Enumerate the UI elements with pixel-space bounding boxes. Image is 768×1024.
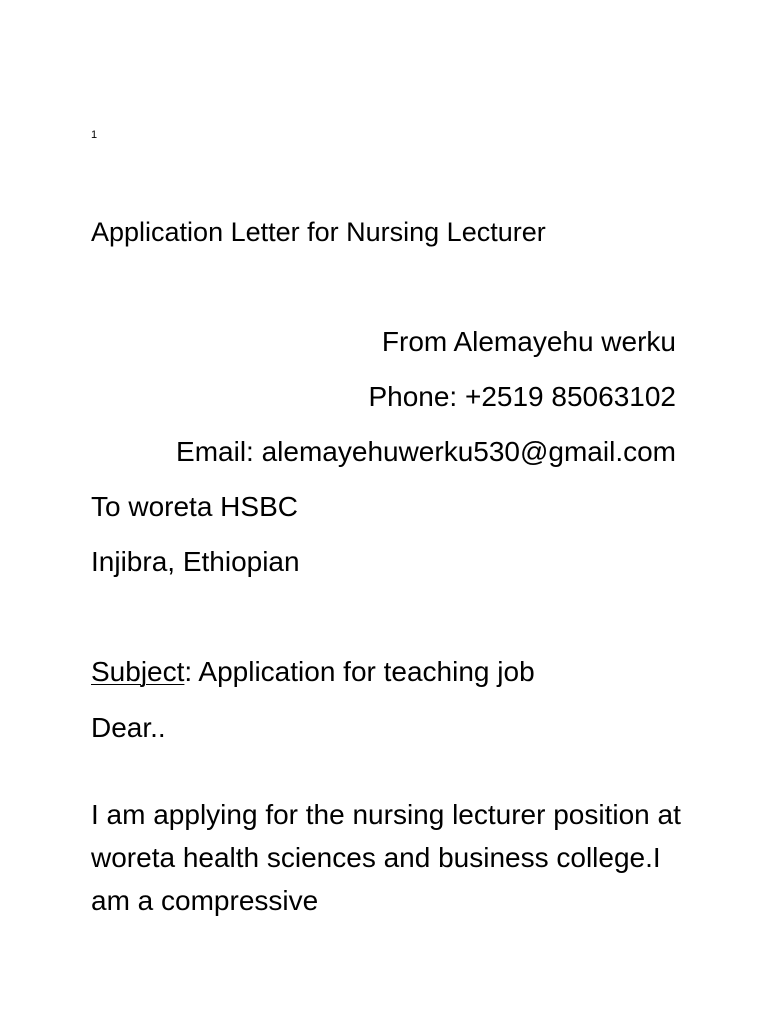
sender-phone: Phone: +2519 85063102: [368, 381, 676, 412]
sender-email: Email: alemayehuwerku530@gmail.com: [176, 436, 676, 467]
page-number: 1: [91, 129, 98, 141]
sender-name: From Alemayehu werku: [381, 326, 676, 357]
recipient-location: Injibra, Ethiopian: [91, 546, 300, 577]
greeting: Dear..: [91, 712, 166, 743]
subject-label: Subject: [91, 656, 185, 687]
subject-text: : Application for teaching job: [184, 656, 535, 687]
recipient-name: To woreta HSBC: [91, 491, 298, 522]
body-paragraph: I am applying for the nursing lecturer position at woreta health sciences and business college.I am a compressive: [91, 799, 681, 916]
letter-title: Application Letter for Nursing Lecturer: [91, 217, 546, 247]
subject-line: [91, 655, 535, 689]
